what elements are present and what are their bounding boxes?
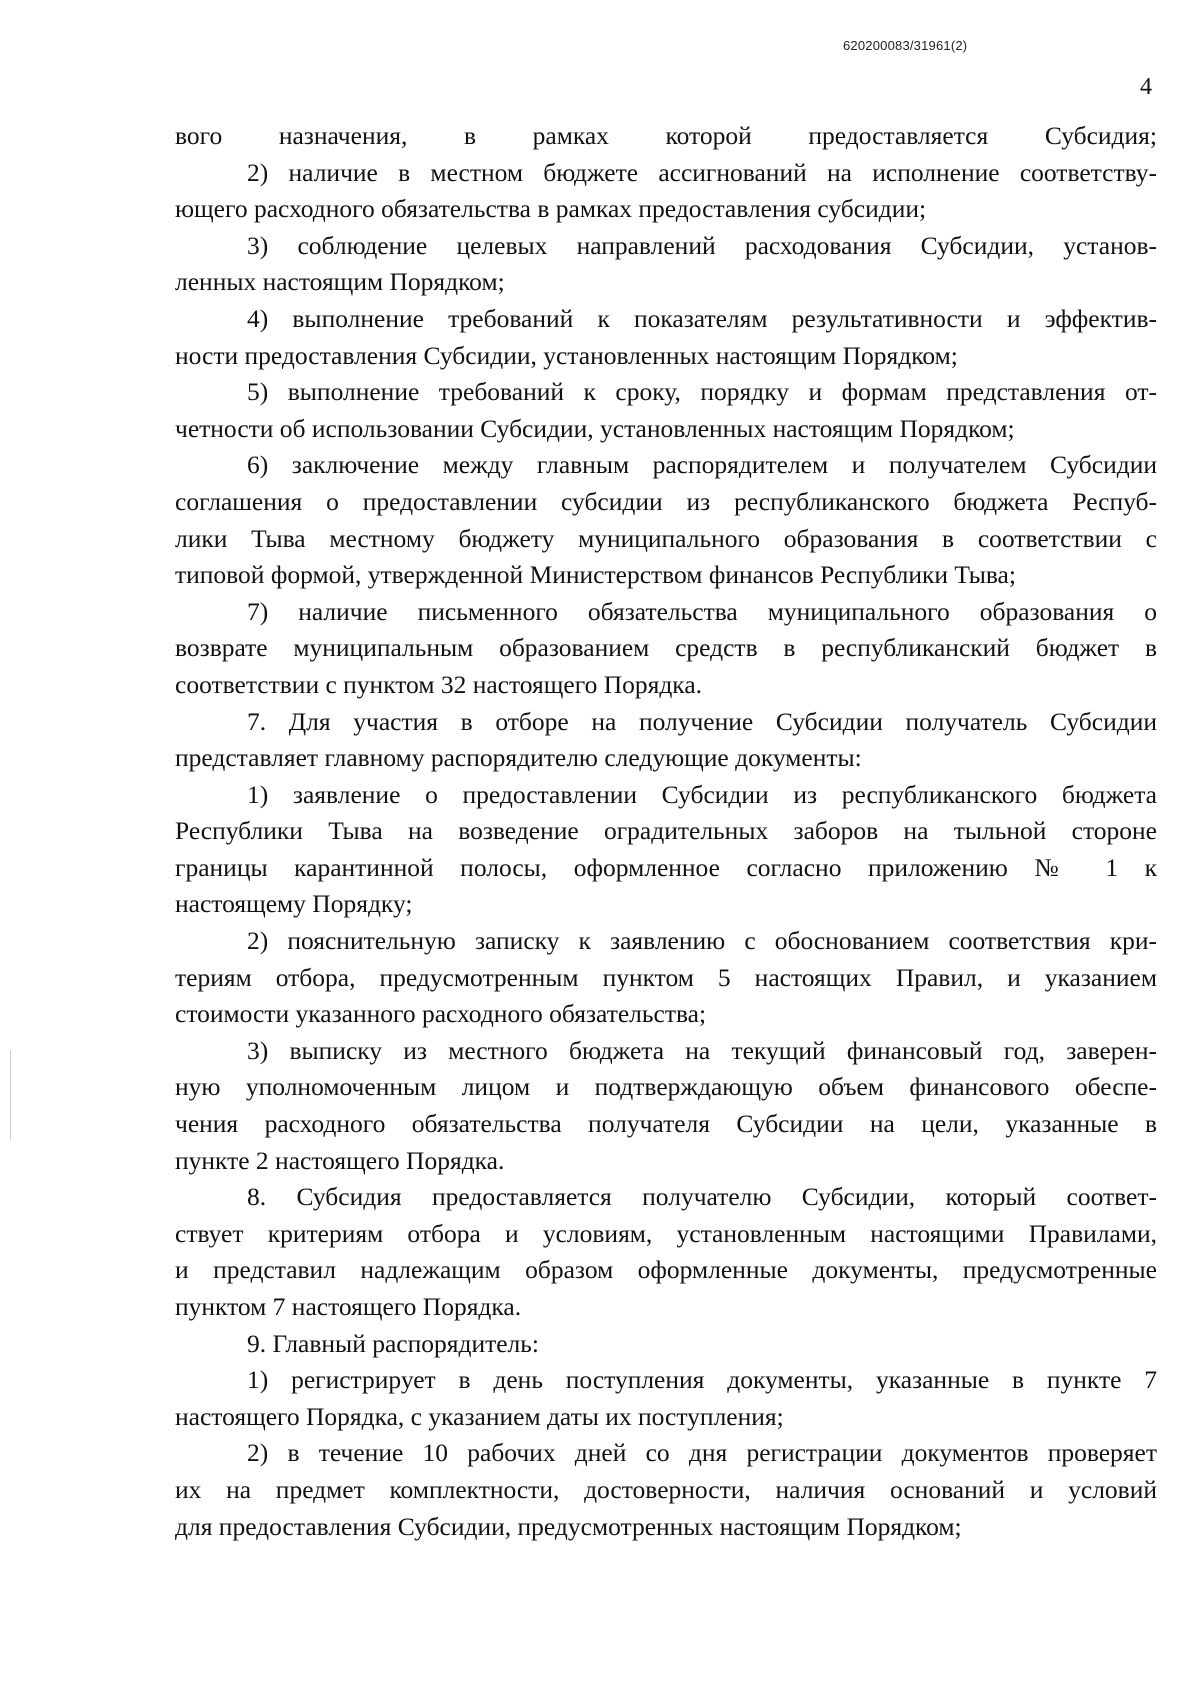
document-code: 620200083/31961(2) [843, 38, 968, 53]
text-line: Республики Тыва на возведение оградительных заборов на тыльной стороне [175, 816, 1157, 846]
text-line: ющего расходного обязательства в рамках предоставления субсидии; [175, 194, 927, 224]
scan-margin-mark [10, 1050, 11, 1140]
text-line: ную уполномоченным лицом и подтверждающую объем финансового обеспе- [175, 1072, 1157, 1102]
text-line: 1) регистрирует в день поступления документы, указанные в пункте 7 [247, 1365, 1157, 1395]
text-line: пункте 2 настоящего Порядка. [175, 1145, 505, 1175]
text-line: ности предоставления Субсидии, установленных настоящим Порядком; [175, 340, 958, 370]
text-line: стоимости указанного расходного обязательства; [175, 999, 707, 1029]
text-line: чения расходного обязательства получателя Субсидии на цели, указанные в [175, 1109, 1157, 1139]
text-line: 2) пояснительную записку к заявлению с обоснованием соответствия кри- [247, 926, 1157, 956]
text-line: настоящему Порядку; [175, 889, 413, 919]
text-line: 8. Субсидия предоставляется получателю Субсидии, который соответ- [247, 1182, 1157, 1212]
text-line: 3) соблюдение целевых направлений расходования Субсидии, установ- [247, 230, 1157, 260]
text-line: вого назначения, в рамках которой предоставляется Субсидия; [175, 121, 1157, 150]
text-line: представляет главному распорядителю следующие документы: [175, 743, 862, 773]
text-line: и представил надлежащим образом оформленные документы, предусмотренные [175, 1255, 1157, 1285]
document-body [175, 118, 1157, 1545]
text-line: соглашения о предоставлении субсидии из республиканского бюджета Респуб- [175, 486, 1157, 516]
text-line: 5) выполнение требований к сроку, порядку и формам представления от- [247, 377, 1157, 407]
text-line: типовой формой, утвержденной Министерством финансов Республики Тыва; [175, 560, 1016, 590]
text-line: ленных настоящим Порядком; [175, 267, 505, 297]
text-line: 3) выписку из местного бюджета на текущий финансовый год, заверен- [247, 1035, 1157, 1065]
text-line: 7) наличие письменного обязательства муниципального образования о [247, 596, 1157, 626]
text-line: четности об использовании Субсидии, установленных настоящим Порядком; [175, 413, 1015, 443]
text-line: 2) наличие в местном бюджете ассигнований на исполнение соответству- [247, 157, 1157, 187]
text-line: 6) заключение между главным распорядителем и получателем Субсидии [247, 450, 1157, 480]
text-line: соответствии с пунктом 32 настоящего Порядка. [175, 669, 703, 699]
text-line: 7. Для участия в отборе на получение Субсидии получатель Субсидии [247, 706, 1157, 736]
text-line: для предоставления Субсидии, предусмотренных настоящим Порядком; [175, 1511, 962, 1541]
text-line: лики Тыва местному бюджету муниципального образования в соответствии с [175, 523, 1157, 553]
text-line: настоящего Порядка, с указанием даты их поступления; [175, 1401, 784, 1431]
text-line: териям отбора, предусмотренным пунктом 5 настоящих Правил, и указанием [175, 962, 1157, 992]
text-line: 4) выполнение требований к показателям результативности и эффектив- [247, 303, 1157, 333]
text-line: ствует критериям отбора и условиям, установленным настоящими Правилами, [175, 1218, 1157, 1248]
text-line: пунктом 7 настоящего Порядка. [175, 1292, 522, 1321]
page-number: 4 [1140, 74, 1152, 100]
text-line: 2) в течение 10 рабочих дней со дня регистрации документов проверяет [247, 1438, 1157, 1468]
text-line: 1) заявление о предоставлении Субсидии из республиканского бюджета [247, 779, 1157, 809]
text-line: 9. Главный распорядитель: [247, 1328, 539, 1358]
text-line: возврате муниципальным образованием средств в республиканский бюджет в [175, 633, 1157, 663]
text-line: границы карантинной полосы, оформленное согласно приложению № 1 к [175, 852, 1157, 882]
text-line: их на предмет комплектности, достоверности, наличия оснований и условий [175, 1474, 1157, 1504]
